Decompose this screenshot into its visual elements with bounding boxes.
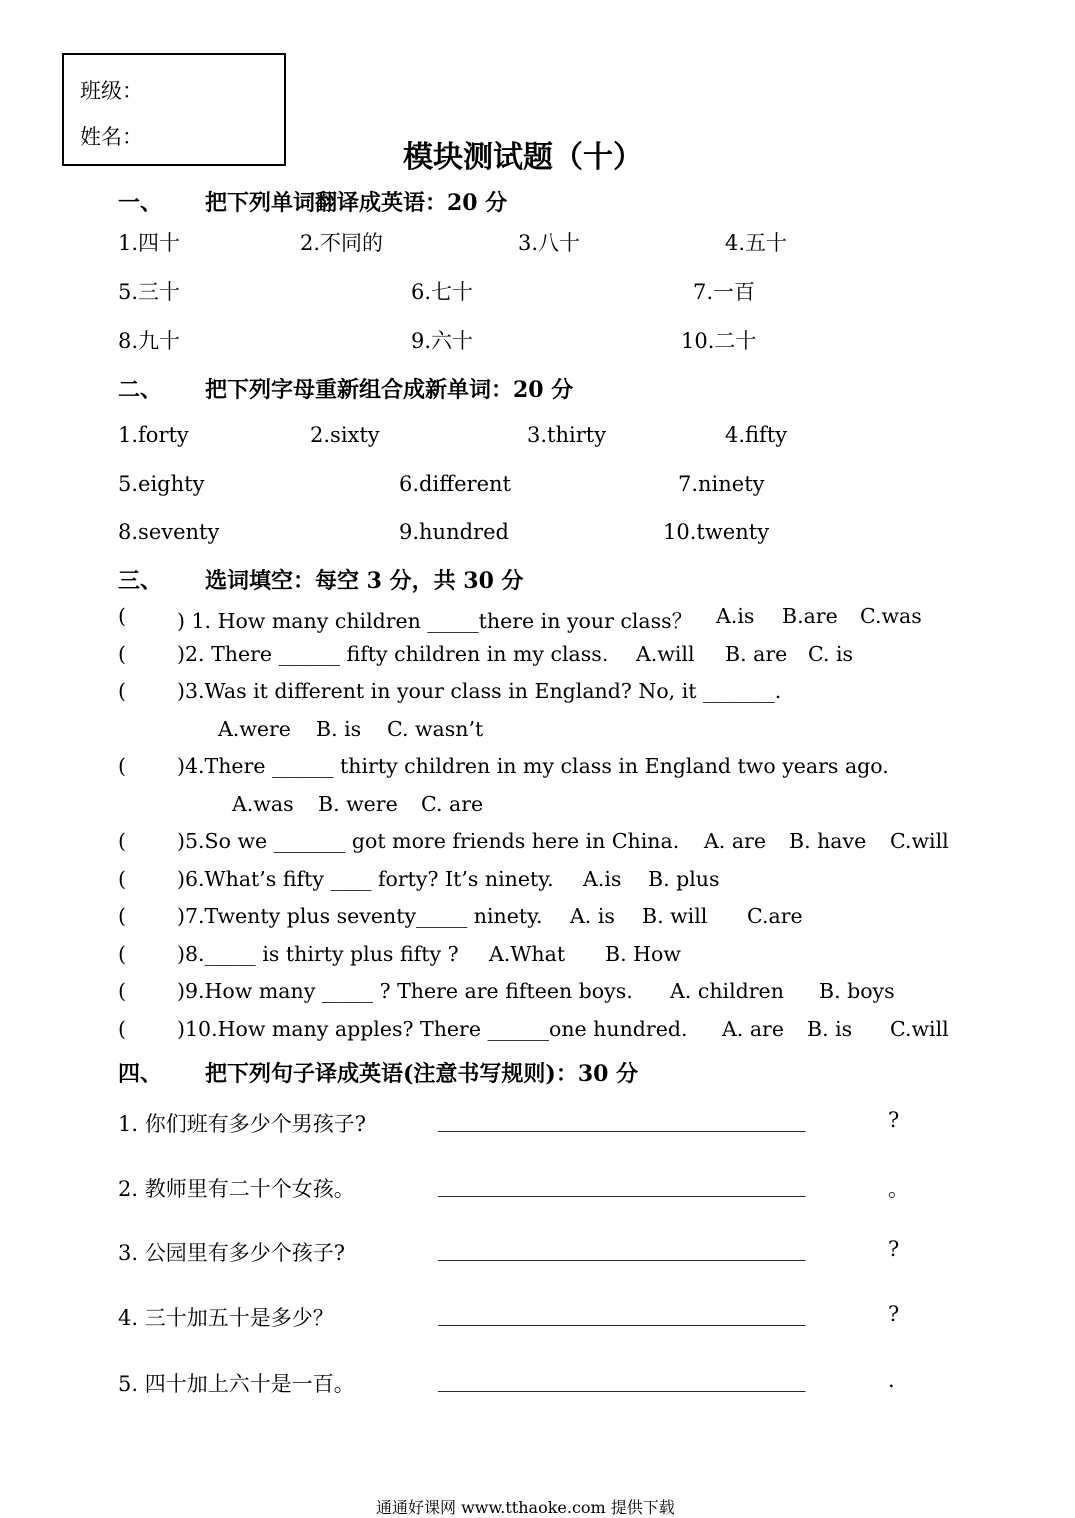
answer-paren-6: ( [118, 867, 126, 891]
q9-option-a: A. children [670, 979, 784, 1003]
question-6: )6.What’s fifty ____ forty? It’s ninety. [177, 867, 554, 891]
translate-end-4: ? [888, 1302, 900, 1326]
q3-option-b: B. is [316, 717, 362, 741]
answer-paren-5: ( [118, 829, 126, 853]
question-3: )3.Was it different in your class in England? No, it _______. [177, 679, 782, 703]
s2-item-9: 9.hundred [399, 520, 509, 544]
footer-credit: 通通好课网 www.tthaoke.com 提供下载 [376, 1498, 675, 1517]
s2-item-8: 8.seventy [118, 520, 220, 544]
question-5: )5.So we _______ got more friends here in China. [177, 829, 680, 853]
question-8: )8._____ is thirty plus fifty ? [177, 942, 459, 966]
q1-option-a: A.is [716, 604, 755, 628]
s1-item-9: 9.六十 [411, 329, 474, 353]
answer-paren-4: ( [118, 754, 126, 778]
section2-heading: 把下列字母重新组合成新单词：20 分 [205, 377, 574, 403]
translate-q2: 2. 教师里有二十个女孩。 [118, 1177, 355, 1201]
q2-option-c: C. is [808, 642, 854, 666]
q6-option-b: B. plus [648, 867, 720, 891]
translate-blank-2[interactable]: ___________________________________ [438, 1173, 806, 1197]
q7-option-a: A. is [570, 904, 615, 928]
question-9: )9.How many _____ ? There are fifteen boys. [177, 979, 633, 1003]
q10-option-a: A. are [722, 1017, 784, 1041]
q2-option-b: B. are [725, 642, 788, 666]
section2-number: 二、 [118, 377, 163, 403]
s1-item-8: 8.九十 [118, 329, 181, 353]
question-7: )7.Twenty plus seventy_____ ninety. [177, 904, 543, 928]
section3-heading: 选词填空：每空 3 分，共 30 分 [205, 568, 524, 594]
class-name-box [62, 53, 286, 166]
q1-option-b: B.are [782, 604, 838, 628]
translate-blank-3[interactable]: ___________________________________ [438, 1237, 806, 1261]
translate-blank-4[interactable]: ___________________________________ [438, 1302, 806, 1326]
page-title: 模块测试题（十） [403, 140, 643, 175]
q5-option-c: C.will [890, 829, 949, 853]
q1-option-c: C.was [860, 604, 922, 628]
s2-item-4: 4.fifty [725, 423, 788, 447]
q3-option-c: C. wasn’t [387, 717, 484, 741]
s2-item-2: 2.sixty [310, 423, 380, 447]
q4-option-b: B. were [318, 792, 398, 816]
section3-number: 三、 [118, 568, 163, 594]
s2-item-10: 10.twenty [663, 520, 770, 544]
answer-paren-10: ( [118, 1017, 126, 1041]
s2-item-6: 6.different [399, 472, 511, 496]
translate-end-3: ? [888, 1237, 900, 1261]
question-1: ) 1. How many children _____there in your class？ [177, 609, 693, 633]
q10-option-c: C.will [890, 1017, 949, 1041]
section4-heading: 把下列句子译成英语(注意书写规则)：30 分 [205, 1061, 639, 1087]
translate-q1: 1. 你们班有多少个男孩子? [118, 1112, 366, 1136]
s1-item-3: 3.八十 [518, 231, 581, 255]
translate-q4: 4. 三十加五十是多少？ [118, 1306, 334, 1330]
s2-item-5: 5.eighty [118, 472, 205, 496]
translate-end-1: ? [888, 1108, 900, 1132]
answer-paren-9: ( [118, 979, 126, 1003]
q2-option-a: A.will [636, 642, 695, 666]
q5-option-a: A. are [704, 829, 766, 853]
translate-end-5: . [888, 1368, 895, 1392]
answer-paren-1: ( [118, 604, 126, 628]
s2-item-1: 1.forty [118, 423, 189, 447]
s1-item-1: 1.四十 [118, 231, 181, 255]
translate-blank-5[interactable]: ___________________________________ [438, 1368, 806, 1392]
answer-paren-8: ( [118, 942, 126, 966]
q4-option-c: C. are [421, 792, 484, 816]
answer-paren-3: ( [118, 679, 126, 703]
q3-option-a: A.were [218, 717, 291, 741]
s1-item-2: 2.不同的 [300, 231, 384, 255]
translate-q5: 5. 四十加上六十是一百。 [118, 1372, 355, 1396]
section4-number: 四、 [118, 1061, 163, 1087]
answer-paren-2: ( [118, 642, 126, 666]
s1-item-7: 7.一百 [693, 280, 756, 304]
s1-item-10: 10.二十 [681, 329, 757, 353]
q8-option-a: A.What [489, 942, 566, 966]
q7-option-b: B. will [642, 904, 708, 928]
q10-option-b: B. is [807, 1017, 853, 1041]
q7-option-c: C.are [747, 904, 803, 928]
question-4: )4.There ______ thirty children in my class in England two years ago. [177, 754, 889, 778]
q4-option-a: A.was [232, 792, 294, 816]
section1-heading: 把下列单词翻译成英语：20 分 [205, 190, 508, 216]
s2-item-3: 3.thirty [527, 423, 607, 447]
q6-option-a: A.is [583, 867, 622, 891]
translate-end-2: 。 [888, 1177, 909, 1201]
question-2: )2. There ______ fifty children in my class. [177, 642, 609, 666]
question-10: )10.How many apples? There ______one hundred. [177, 1017, 688, 1041]
q5-option-b: B. have [789, 829, 867, 853]
s1-item-5: 5.三十 [118, 280, 181, 304]
translate-blank-1[interactable]: ___________________________________ [438, 1108, 806, 1132]
s1-item-6: 6.七十 [411, 280, 474, 304]
section1-number: 一、 [118, 190, 163, 216]
q8-option-b: B. How [605, 942, 681, 966]
answer-paren-7: ( [118, 904, 126, 928]
q9-option-b: B. boys [819, 979, 895, 1003]
translate-q3: 3. 公园里有多少个孩子? [118, 1241, 345, 1265]
class-label: 班级： [80, 79, 143, 103]
s2-item-7: 7.ninety [678, 472, 765, 496]
s1-item-4: 4.五十 [725, 231, 788, 255]
name-label: 姓名： [80, 125, 143, 149]
